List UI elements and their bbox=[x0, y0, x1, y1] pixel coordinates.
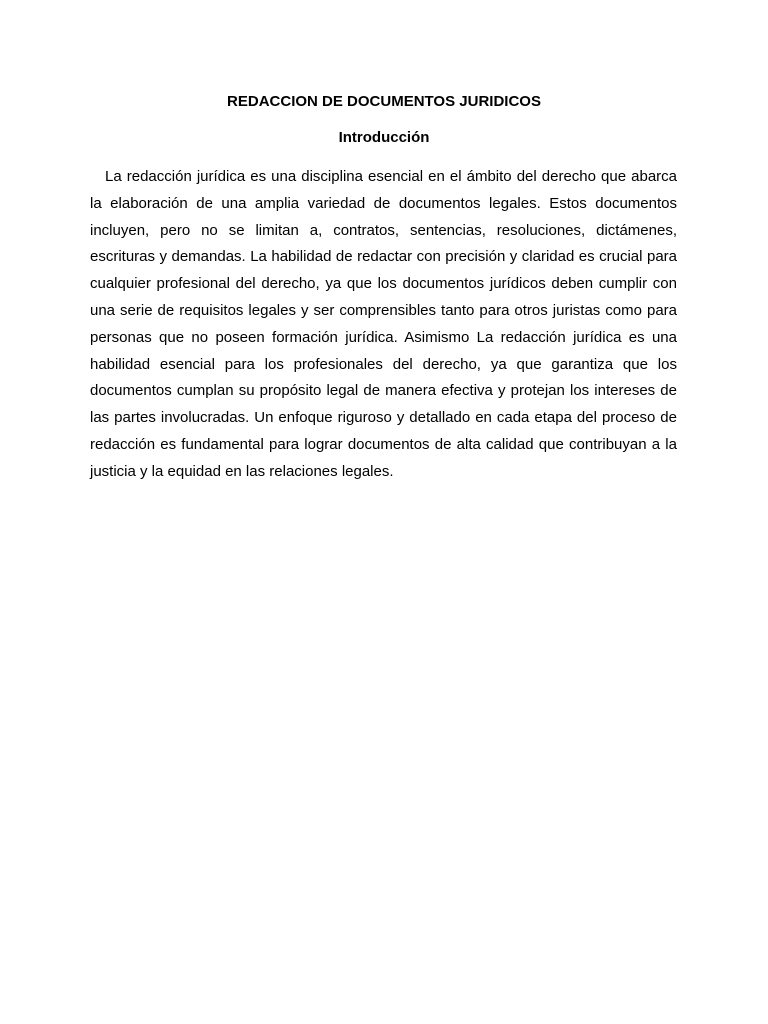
body-paragraph: La redacción jurídica es una disciplina esencial en el ámbito del derecho que abarca la elaboración de una amplia variedad de documentos legales. Estos documentos incluyen, pero no se limitan a, contratos, sentencias, resoluciones, dictámenes, escrituras y demandas. La habilidad de redactar con precisión y claridad es crucial para cualquier profesional del derecho, ya que los documentos jurídicos deben cumplir con una serie de requisitos legales y ser comprensibles tanto para otros juristas como para personas que no poseen formación jurídica. Asimismo La redacción jurídica es una habilidad esencial para los profesionales del derecho, ya que garantiza que los documentos cumplan su propósito legal de manera efectiva y protejan los intereses de las partes involucradas. Un enfoque riguroso y detallado en cada etapa del proceso de redacción es fundamental para lograr documentos de alta calidad que contribuyan a la justicia y la equidad en las relaciones legales. bbox=[90, 168, 677, 480]
document-title: REDACCION DE DOCUMENTOS JURIDICOS bbox=[227, 93, 541, 110]
section-heading: Introducción bbox=[338, 129, 430, 146]
